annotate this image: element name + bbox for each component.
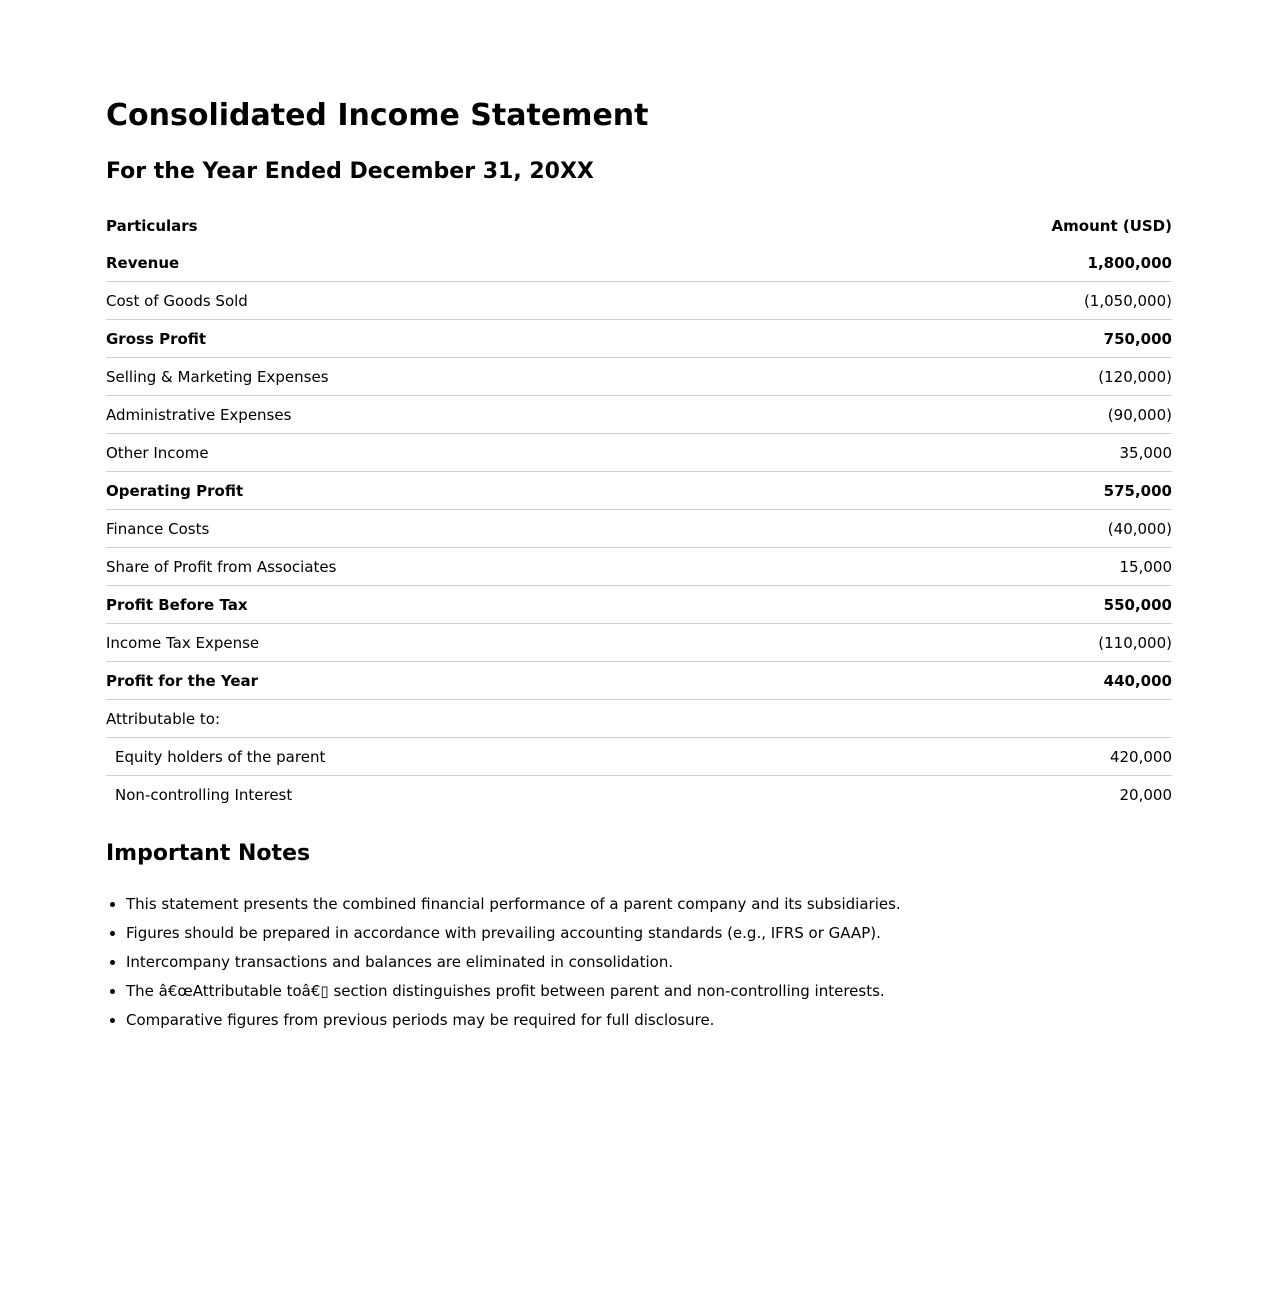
row-amount: (90,000) [1107,405,1172,424]
table-body [106,244,1172,813]
income-statement-table [106,208,1172,813]
row-label: Equity holders of the parent [115,747,326,766]
row-amount: (120,000) [1098,367,1172,386]
row-amount: 35,000 [1119,443,1172,462]
note-item: • The â€œAttributable toâ€▯ section distinguishes profit between parent and non-controlling interests. [126,977,1172,1006]
row-label: Other Income [106,443,209,462]
amount-header: Amount (USD) [1051,217,1172,235]
note-item: • This statement presents the combined financial performance of a parent company and its subsidiaries. [126,890,1172,919]
table-row [106,396,1172,434]
table-row [106,776,1172,814]
row-label: Cost of Goods Sold [106,291,248,310]
row-amount: 1,800,000 [1087,253,1172,272]
table-header-row [106,208,1172,244]
row-amount: (40,000) [1107,519,1172,538]
row-label: Gross Profit [106,329,207,348]
row-label: Income Tax Expense [106,633,260,652]
table-row [106,662,1172,700]
table-row [106,624,1172,662]
row-label: Selling & Marketing Expenses [106,367,329,386]
table-row [106,472,1172,510]
row-label: Share of Profit from Associates [106,557,337,576]
table-row [106,244,1172,282]
row-amount: 20,000 [1119,785,1172,804]
period-subtitle: For the Year Ended December 31, 20XX [106,159,594,184]
row-amount: 420,000 [1109,747,1172,766]
particulars-header: Particulars [106,217,198,235]
row-label: Profit Before Tax [106,595,248,614]
note-item: • Figures should be prepared in accordance with prevailing accounting standards (e.g., IFRS or GAAP). [126,919,1172,948]
table-row [106,358,1172,396]
row-amount: 575,000 [1103,481,1172,500]
row-label: Finance Costs [106,519,210,538]
row-amount: 550,000 [1103,595,1172,614]
table-row [106,434,1172,472]
row-label: Administrative Expenses [106,405,292,424]
row-label: Non-controlling Interest [115,785,293,804]
notes-list [106,890,1172,1035]
table-row [106,700,1172,738]
note-item: • Comparative figures from previous periods may be required for full disclosure. [126,1006,1172,1035]
table-row [106,510,1172,548]
row-amount [806,700,1172,738]
row-label: Operating Profit [106,481,244,500]
row-label: Profit for the Year [106,671,259,690]
notes-heading: Important Notes [106,841,311,866]
table-row [106,320,1172,358]
row-amount: (1,050,000) [1083,291,1172,310]
row-label: Revenue [106,253,180,272]
row-amount: 440,000 [1103,671,1172,690]
note-item: • Intercompany transactions and balances are eliminated in consolidation. [126,948,1172,977]
row-amount: 750,000 [1103,329,1172,348]
row-label: Attributable to: [106,709,220,728]
row-amount: (110,000) [1098,633,1172,652]
row-amount: 15,000 [1119,557,1172,576]
table-row [106,282,1172,320]
page-title: Consolidated Income Statement [106,98,649,133]
table-row [106,738,1172,776]
table-row [106,586,1172,624]
table-row [106,548,1172,586]
